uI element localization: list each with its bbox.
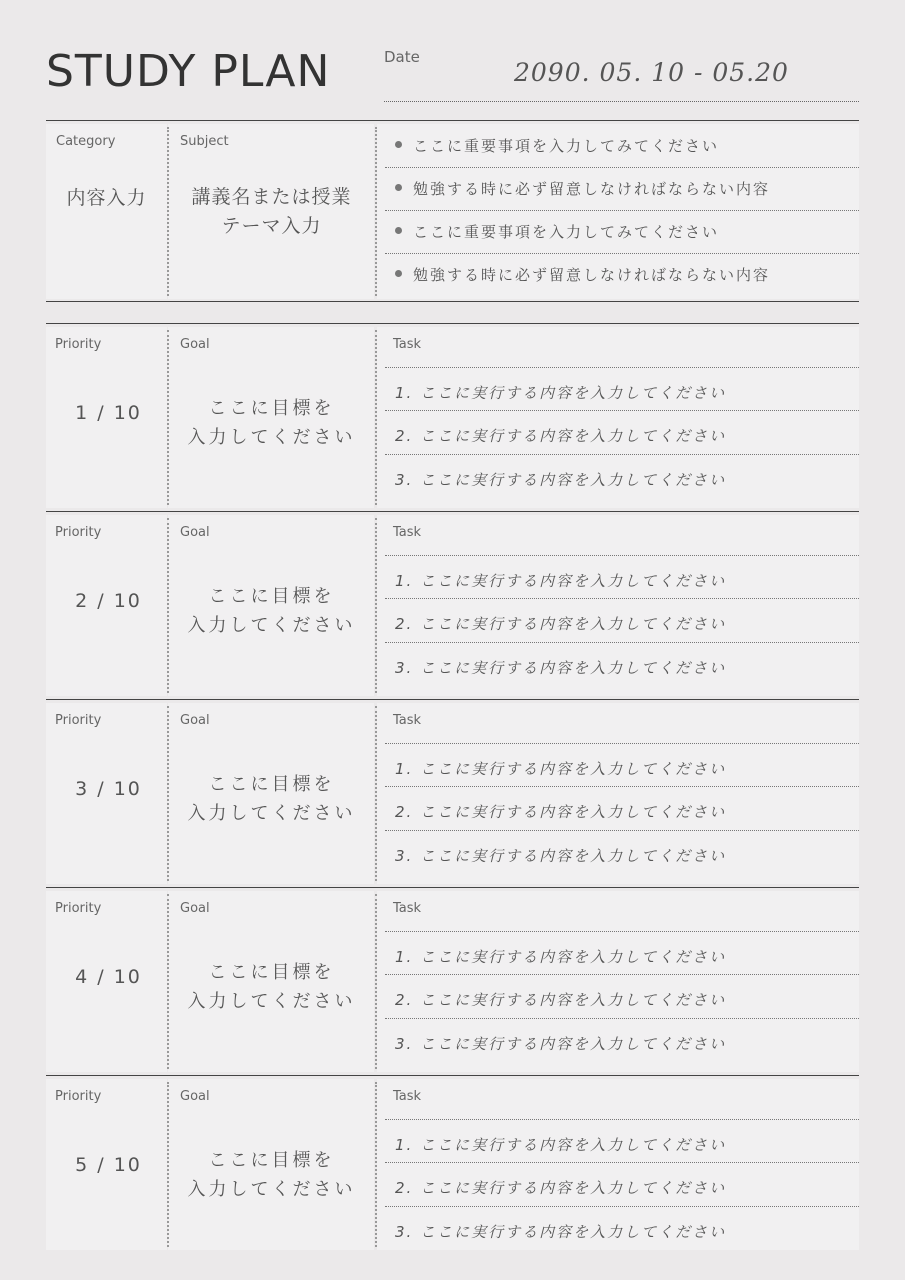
goal-value-line: 入力してください: [187, 427, 356, 448]
goal-label: Goal: [180, 713, 210, 728]
task-divider: [385, 974, 859, 975]
category-label: Category: [56, 134, 116, 149]
task-divider: [385, 830, 859, 831]
task-divider: [385, 598, 859, 599]
task-item[interactable]: 1. ここに実行する内容を入力してください: [395, 1136, 727, 1154]
goal-label: Goal: [180, 901, 210, 916]
priority-block: [46, 511, 859, 699]
task-item[interactable]: 2. ここに実行する内容を入力してください: [395, 615, 727, 633]
category-panel: [46, 124, 167, 299]
bullet-icon: [395, 141, 402, 148]
column-divider: [375, 1082, 377, 1247]
task-item[interactable]: 3. ここに実行する内容を入力してください: [395, 471, 727, 489]
goal-value-line: 入力してください: [187, 803, 356, 824]
subject-label: Subject: [180, 134, 229, 149]
task-item[interactable]: 1. ここに実行する内容を入力してください: [395, 948, 727, 966]
goal-value-line: 入力してください: [187, 1179, 356, 1200]
task-divider: [385, 367, 859, 368]
goal-value[interactable]: [168, 1146, 375, 1204]
task-label: Task: [393, 1089, 422, 1104]
priority-label: Priority: [55, 525, 102, 540]
priority-label: Priority: [55, 901, 102, 916]
task-divider: [385, 454, 859, 455]
task-label: Task: [393, 713, 422, 728]
task-divider: [385, 410, 859, 411]
task-item[interactable]: 3. ここに実行する内容を入力してください: [395, 847, 727, 865]
task-item[interactable]: 3. ここに実行する内容を入力してください: [395, 1223, 727, 1241]
note-item[interactable]: [385, 254, 859, 297]
task-divider: [385, 931, 859, 932]
task-divider: [385, 1162, 859, 1163]
goal-value-line: ここに目標を: [208, 962, 335, 983]
priority-block: [46, 887, 859, 1075]
goal-label: Goal: [180, 1089, 210, 1104]
bullet-icon: [395, 227, 402, 234]
task-item[interactable]: 3. ここに実行する内容を入力してください: [395, 1035, 727, 1053]
task-label: Task: [393, 525, 422, 540]
goal-value-line: 入力してください: [187, 615, 356, 636]
task-divider: [385, 1206, 859, 1207]
task-item[interactable]: 1. ここに実行する内容を入力してください: [395, 384, 727, 402]
task-item[interactable]: 2. ここに実行する内容を入力してください: [395, 427, 727, 445]
goal-value[interactable]: [168, 394, 375, 452]
priority-block: [46, 1075, 859, 1253]
subject-value-line: テーマ入力: [221, 215, 322, 237]
priority-value[interactable]: 3 / 10: [75, 778, 142, 800]
task-divider: [385, 1018, 859, 1019]
priority-label: Priority: [55, 1089, 102, 1104]
task-divider: [385, 555, 859, 556]
column-divider: [375, 518, 377, 693]
date-label: Date: [384, 48, 420, 66]
goal-value[interactable]: [168, 582, 375, 640]
note-item[interactable]: [385, 168, 859, 211]
block-bottom-rule: [46, 301, 859, 302]
priority-value[interactable]: 1 / 10: [75, 402, 142, 424]
priority-block: [46, 699, 859, 887]
goal-value-line: ここに目標を: [208, 586, 335, 607]
task-divider: [385, 1119, 859, 1120]
goal-label: Goal: [180, 337, 210, 352]
bullet-icon: [395, 270, 402, 277]
task-item[interactable]: 2. ここに実行する内容を入力してください: [395, 991, 727, 1009]
column-divider: [375, 330, 377, 505]
task-label: Task: [393, 901, 422, 916]
task-item[interactable]: 1. ここに実行する内容を入力してください: [395, 760, 727, 778]
note-text: ここに重要事項を入力してみてください: [413, 223, 720, 241]
task-item[interactable]: 3. ここに実行する内容を入力してください: [395, 659, 727, 677]
subject-value-line: 講義名または授業: [191, 186, 352, 208]
priority-value[interactable]: 2 / 10: [75, 590, 142, 612]
note-text: ここに重要事項を入力してみてください: [413, 137, 720, 155]
priority-block: [46, 323, 859, 511]
bullet-icon: [395, 184, 402, 191]
date-underline: [384, 101, 859, 102]
task-item[interactable]: 2. ここに実行する内容を入力してください: [395, 803, 727, 821]
priority-value[interactable]: 5 / 10: [75, 1154, 142, 1176]
note-item[interactable]: [385, 211, 859, 254]
goal-value-line: ここに目標を: [208, 1150, 335, 1171]
column-divider: [375, 706, 377, 881]
column-divider: [375, 894, 377, 1069]
task-divider: [385, 642, 859, 643]
goal-value-line: ここに目標を: [208, 774, 335, 795]
task-divider: [385, 786, 859, 787]
priority-label: Priority: [55, 337, 102, 352]
date-value[interactable]: 2090. 05. 10 - 05.20: [514, 58, 789, 87]
column-divider: [375, 127, 377, 296]
goal-value-line: ここに目標を: [208, 398, 335, 419]
priority-label: Priority: [55, 713, 102, 728]
note-item[interactable]: [385, 125, 859, 168]
subject-value[interactable]: [168, 183, 375, 241]
priority-value[interactable]: 4 / 10: [75, 966, 142, 988]
goal-value-line: 入力してください: [187, 991, 356, 1012]
overview-block: [46, 120, 859, 302]
task-item[interactable]: 1. ここに実行する内容を入力してください: [395, 572, 727, 590]
task-divider: [385, 743, 859, 744]
task-item[interactable]: 2. ここに実行する内容を入力してください: [395, 1179, 727, 1197]
category-value[interactable]: 内容入力: [66, 187, 147, 209]
goal-value[interactable]: [168, 770, 375, 828]
goal-value[interactable]: [168, 958, 375, 1016]
task-label: Task: [393, 337, 422, 352]
note-text: 勉強する時に必ず留意しなければならない内容: [413, 266, 771, 284]
goal-label: Goal: [180, 525, 210, 540]
page-title: STUDY PLAN: [46, 46, 331, 97]
note-text: 勉強する時に必ず留意しなければならない内容: [413, 180, 771, 198]
